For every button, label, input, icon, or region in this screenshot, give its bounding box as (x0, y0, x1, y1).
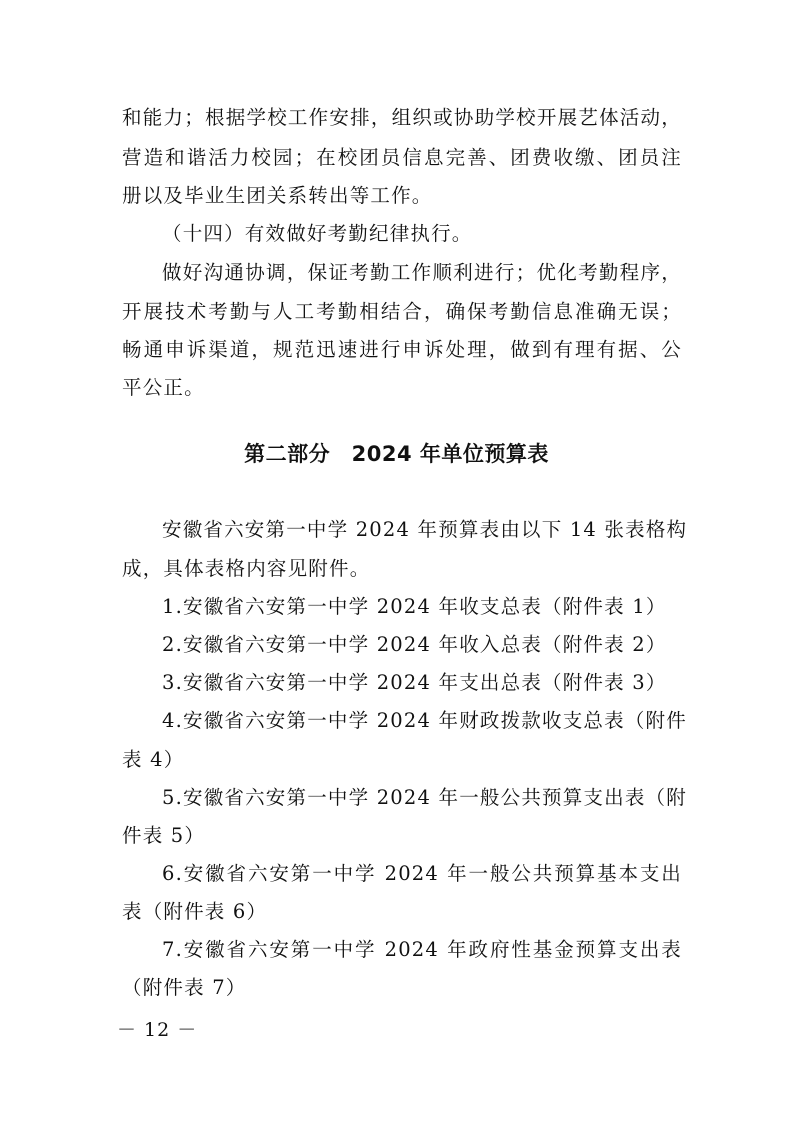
body-text-line: 开展技术考勤与人工考勤相结合，确保考勤信息准确无误； (122, 300, 682, 323)
body-text-line: 成，具体表格内容见附件。 (122, 557, 371, 580)
section-heading: （十四）有效做好考勤纪律执行。 (162, 222, 473, 245)
body-text-line: 平公正。 (122, 376, 205, 399)
part-title: 第二部分 2024 年单位预算表 (244, 442, 549, 466)
body-text-line: 畅通申诉渠道，规范迅速进行申诉处理，做到有理有据、公 (122, 338, 682, 361)
list-item-continuation: （附件表 7） (122, 976, 247, 999)
list-item: 3.安徽省六安第一中学 2024 年支出总表（附件表 3） (162, 671, 667, 694)
page-number: － 12 － (117, 1019, 198, 1041)
list-item: 7.安徽省六安第一中学 2024 年政府性基金预算支出表 (162, 938, 682, 961)
list-item: 6.安徽省六安第一中学 2024 年一般公共预算基本支出 (162, 862, 682, 885)
body-text-line: 安徽省六安第一中学 2024 年预算表由以下 14 张表格构 (162, 518, 688, 541)
body-text-line: 册以及毕业生团关系转出等工作。 (122, 184, 433, 207)
list-item: 4.安徽省六安第一中学 2024 年财政拨款收支总表（附件 (162, 709, 687, 732)
list-item: 5.安徽省六安第一中学 2024 年一般公共预算支出表（附 (162, 786, 687, 809)
list-item: 2.安徽省六安第一中学 2024 年收入总表（附件表 2） (162, 633, 667, 656)
body-text-line: 做好沟通协调，保证考勤工作顺利进行；优化考勤程序， (162, 261, 682, 284)
body-text-line: 和能力；根据学校工作安排，组织或协助学校开展艺体活动， (122, 106, 682, 129)
list-item-continuation: 件表 5） (122, 824, 206, 847)
list-item-continuation: 表 4） (122, 748, 185, 771)
list-item-continuation: 表（附件表 6） (122, 900, 268, 923)
body-text-line: 营造和谐活力校园；在校团员信息完善、团费收缴、团员注 (122, 146, 682, 169)
list-item: 1.安徽省六安第一中学 2024 年收支总表（附件表 1） (162, 595, 667, 618)
